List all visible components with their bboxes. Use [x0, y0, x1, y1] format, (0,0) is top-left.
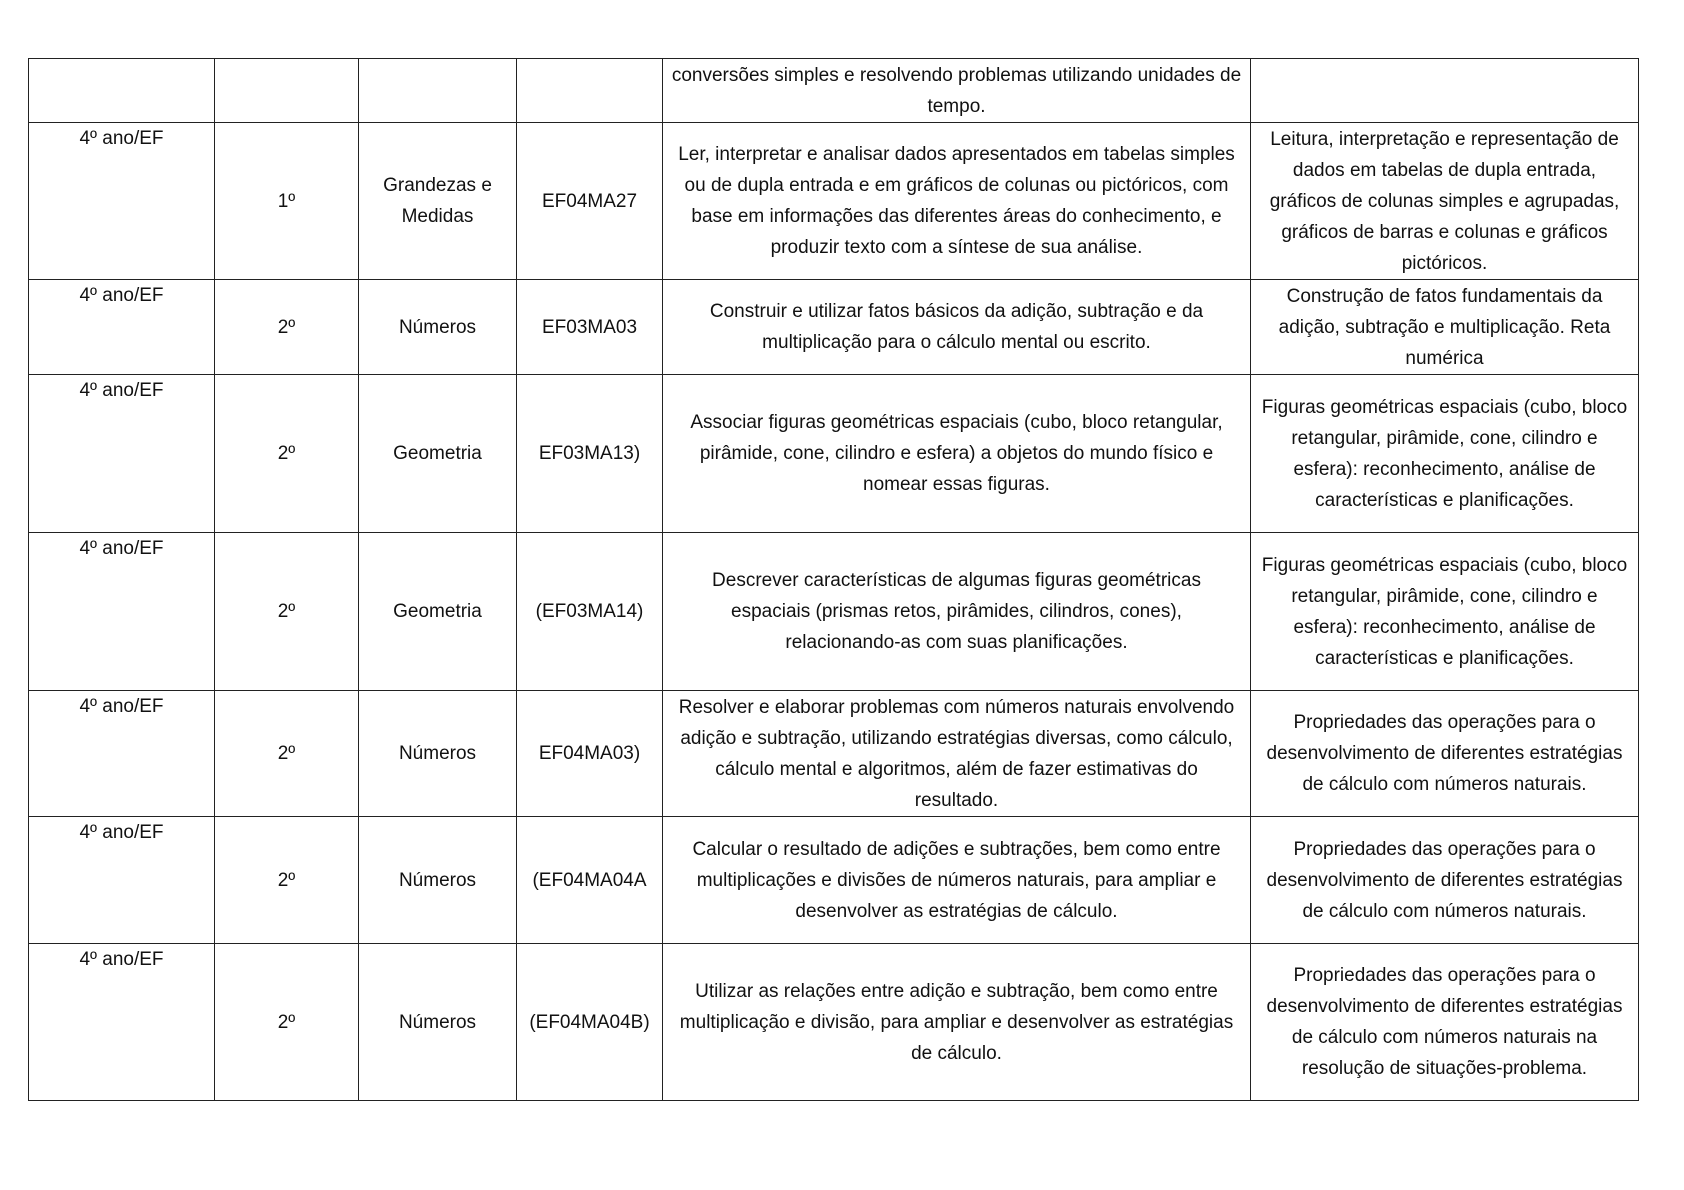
content-cell: Figuras geométricas espaciais (cubo, bloco retangular, pirâmide, cone, cilindro e esfera): reconhecimento, análise de características e planificações.: [1251, 375, 1639, 533]
unit-cell: Números: [359, 817, 517, 944]
table-row: [29, 817, 1639, 944]
code-cell: (EF04MA04A: [517, 817, 663, 944]
unit-cell: Grandezas e Medidas: [359, 123, 517, 280]
year-cell: [29, 59, 215, 123]
content-cell: Propriedades das operações para o desenvolvimento de diferentes estratégias de cálculo com números naturais.: [1251, 817, 1639, 944]
skill-cell: Resolver e elaborar problemas com números naturais envolvendo adição e subtração, utilizando estratégias diversas, como cálculo, cálculo mental e algoritmos, além de fazer estimativas do resultado.: [663, 691, 1251, 817]
content-cell: [1251, 59, 1639, 123]
unit-cell: Números: [359, 280, 517, 375]
table-body: [29, 59, 1639, 1101]
unit-cell: Números: [359, 691, 517, 817]
code-cell: EF03MA03: [517, 280, 663, 375]
term-cell: 2º: [215, 944, 359, 1101]
content-cell: Leitura, interpretação e representação de dados em tabelas de dupla entrada, gráficos de colunas simples e agrupadas, gráficos de barras e colunas e gráficos pictóricos.: [1251, 123, 1639, 280]
year-cell: 4º ano/EF: [29, 280, 215, 375]
code-cell: EF04MA03): [517, 691, 663, 817]
table-row: [29, 59, 1639, 123]
term-cell: [215, 59, 359, 123]
skill-cell: Construir e utilizar fatos básicos da adição, subtração e da multiplicação para o cálculo mental ou escrito.: [663, 280, 1251, 375]
term-cell: 2º: [215, 533, 359, 691]
content-cell: Propriedades das operações para o desenvolvimento de diferentes estratégias de cálculo com números naturais.: [1251, 691, 1639, 817]
skill-cell: Utilizar as relações entre adição e subtração, bem como entre multiplicação e divisão, para ampliar e desenvolver as estratégias de cálculo.: [663, 944, 1251, 1101]
term-cell: 2º: [215, 691, 359, 817]
code-cell: EF03MA13): [517, 375, 663, 533]
content-cell: Propriedades das operações para o desenvolvimento de diferentes estratégias de cálculo com números naturais na resolução de situações-problema.: [1251, 944, 1639, 1101]
skill-cell: Descrever características de algumas figuras geométricas espaciais (prismas retos, pirâmides, cilindros, cones), relacionando-as com suas planificações.: [663, 533, 1251, 691]
year-cell: 4º ano/EF: [29, 123, 215, 280]
code-cell: [517, 59, 663, 123]
term-cell: 2º: [215, 817, 359, 944]
table-row: [29, 123, 1639, 280]
year-cell: 4º ano/EF: [29, 691, 215, 817]
content-cell: Construção de fatos fundamentais da adição, subtração e multiplicação. Reta numérica: [1251, 280, 1639, 375]
term-cell: 2º: [215, 375, 359, 533]
unit-cell: Geometria: [359, 533, 517, 691]
curriculum-table: [28, 58, 1639, 1101]
table-row: [29, 944, 1639, 1101]
term-cell: 1º: [215, 123, 359, 280]
table-row: [29, 280, 1639, 375]
unit-cell: Números: [359, 944, 517, 1101]
code-cell: EF04MA27: [517, 123, 663, 280]
term-cell: 2º: [215, 280, 359, 375]
table-row: [29, 375, 1639, 533]
unit-cell: [359, 59, 517, 123]
year-cell: 4º ano/EF: [29, 533, 215, 691]
content-cell: Figuras geométricas espaciais (cubo, bloco retangular, pirâmide, cone, cilindro e esfera): reconhecimento, análise de características e planificações.: [1251, 533, 1639, 691]
skill-cell: Calcular o resultado de adições e subtrações, bem como entre multiplicações e divisões de números naturais, para ampliar e desenvolver as estratégias de cálculo.: [663, 817, 1251, 944]
table-row: [29, 691, 1639, 817]
skill-cell: Associar figuras geométricas espaciais (cubo, bloco retangular, pirâmide, cone, cilindro e esfera) a objetos do mundo físico e nomear essas figuras.: [663, 375, 1251, 533]
unit-cell: Geometria: [359, 375, 517, 533]
year-cell: 4º ano/EF: [29, 375, 215, 533]
year-cell: 4º ano/EF: [29, 944, 215, 1101]
code-cell: (EF03MA14): [517, 533, 663, 691]
code-cell: (EF04MA04B): [517, 944, 663, 1101]
skill-cell: conversões simples e resolvendo problemas utilizando unidades de tempo.: [663, 59, 1251, 123]
table-row: [29, 533, 1639, 691]
year-cell: 4º ano/EF: [29, 817, 215, 944]
skill-cell: Ler, interpretar e analisar dados apresentados em tabelas simples ou de dupla entrada e em gráficos de colunas ou pictóricos, com base em informações das diferentes áreas do conhecimento, e produzir texto com a síntese de sua análise.: [663, 123, 1251, 280]
